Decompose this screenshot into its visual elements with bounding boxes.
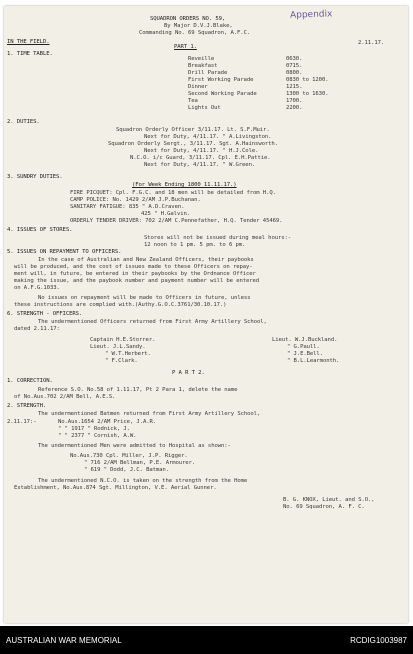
sundry-row: FIRE PICQUET: Cpl. F.G.C. and 18 men will be detailed from H.Q.: [70, 190, 276, 196]
repayment-para-line: making the issue, and the paybook number and payment number will be entered: [14, 278, 260, 284]
appendix-annotation: Appendix: [289, 9, 333, 21]
repayment-para-line: In the case of Australian and New Zealand Officers, their paybooks: [38, 257, 254, 263]
correction-line: Reference S.O. No.58 of 1.11.17, Pt 2 Para 1, delete the name: [38, 387, 238, 393]
duty-row: Next for Duty, 4/11.17. " W.Green.: [144, 162, 256, 168]
officer-left: " W.T.Herbert.: [105, 351, 151, 357]
officer-left: " F.Clark.: [105, 358, 138, 364]
sundry-row: CAMP POLICE: No. 1429 2/AM J.P.Buchanan.: [70, 197, 201, 203]
time-row-label: Breakfast: [188, 63, 218, 69]
hospital-row: " 716 2/AM Bellman, P.E. Armourer.: [84, 460, 196, 466]
duty-row: N.C.O. i/c Guard, 3/11.17. Cpl. E.H.Pattie.: [130, 155, 271, 161]
time-row-time: 1700.: [286, 98, 303, 104]
sundry-row: 425 " H.Galvin.: [141, 211, 191, 217]
orders-title: SQUADRON ORDERS NO. 59,: [150, 16, 226, 22]
officer-right: Lieut. W.J.Buckland.: [272, 337, 338, 343]
hospital-row: " 619 " Dodd, J.C. Batman.: [84, 467, 169, 473]
place-heading: IN THE FIELD.: [7, 39, 50, 45]
section-repayment-title: 5. ISSUES ON REPAYMENT TO OFFICERS.: [7, 249, 122, 255]
signature-line: B. G. KNOX, Lieut. and S.O.,: [283, 497, 375, 503]
stores-line: 12 noon to 1 pm. 5 pm. to 6 pm.: [144, 242, 246, 248]
signature-line: No. 69 Squadron, A. F. C.: [283, 504, 365, 510]
nco-line: Establishment, No.Aus.874 Sgt. Millington, V.E. Aerial Gunner.: [14, 485, 217, 491]
time-row-label: Drill Parade: [188, 70, 228, 76]
nco-line: The undermentioned N.C.O. is taken on the strength from the Home: [38, 478, 248, 484]
time-row-time: 0830 to 1200.: [286, 77, 329, 83]
orders-author: By Major D.V.J.Blake,: [164, 23, 233, 29]
time-row-time: 0800.: [286, 70, 303, 76]
duty-row: Squadron Orderly Sergt., 3/11.17. Sgt. A.Hainsworth.: [108, 141, 278, 147]
officer-right: " G.Paull.: [287, 344, 320, 350]
document-page: [4, 6, 408, 623]
time-row-time: 1300 to 1630.: [286, 91, 329, 97]
time-row-time: 1215.: [286, 84, 303, 90]
stores-line: Stores will not be issued during meal hours:-: [144, 235, 292, 241]
time-row-label: Lights Out: [188, 105, 221, 111]
officer-right: " B.L.Learmonth.: [287, 358, 340, 364]
archive-footer-bar: [0, 626, 413, 654]
duty-row: Next for Duty, 4/11.17. " A.Livingston.: [144, 134, 272, 140]
time-row-label: First Working Parade: [188, 77, 254, 83]
batman-row: No.Aus.1654 2/AM Price, J.A.R.: [58, 419, 157, 425]
repayment-para-line: these instructions are complied with.(Authy.G.O.C.3761/30.10.17.): [14, 302, 227, 308]
officer-left: Captain H.E.Storrer.: [90, 337, 156, 343]
hospital-row: No.Aus.730 Cpl. Miller, J.P. Rigger.: [70, 453, 188, 459]
time-row-label: Reveille: [188, 56, 215, 62]
section-duties-title: 2. DUTIES.: [7, 119, 40, 125]
officer-right: " J.E.Bell.: [287, 351, 323, 357]
archive-name: AUSTRALIAN WAR MEMORIAL: [6, 636, 122, 645]
officer-left: Lieut. J.L.Sandy.: [90, 344, 146, 350]
sundry-row: SANITARY FATIGUE: 835 " A.D.Craven.: [70, 204, 185, 210]
correction-line: of No.Aus.702 2/AM Bell, A.E.S.: [14, 394, 116, 400]
batman-row: " " 1917 " Rodnick, J.: [58, 426, 130, 432]
repayment-para-line: ment will, in future, be entered in their paybooks by the Ordnance Officer: [14, 271, 256, 277]
time-row-time: 0715.: [286, 63, 303, 69]
section-time-table-title: 1. TIME TABLE.: [7, 51, 53, 57]
time-row-time: 2200.: [286, 105, 303, 111]
repayment-para-line: will be produced, and the cost of issues made to these Officers on repay-: [14, 264, 253, 270]
time-row-label: Tea: [188, 98, 198, 104]
strength-intro-line: dated 2.11.17:: [14, 326, 60, 332]
time-row-label: Dinner: [188, 84, 208, 90]
section-strength-officers-title: 6. STRENGTH - OFFICERS.: [7, 311, 83, 317]
section-stores-title: 4. ISSUES OF STORES.: [7, 227, 73, 233]
batmen-intro: The undermentioned Batmen returned from First Army Artillery School,: [38, 411, 261, 417]
section-strength-title: 2. STRENGTH.: [7, 403, 47, 409]
orders-command: Commanding No. 69 Squadron, A.F.C.: [139, 30, 251, 36]
repayment-para-line: No issues on repayment will be made to Officers in future, unless: [38, 295, 251, 301]
sundry-row: ORDERLY TENDER DRIVER: 702 2/AM C.Pennefather, H.Q. Tender 45469.: [70, 218, 283, 224]
time-row-label: Second Working Parade: [188, 91, 257, 97]
orders-date: 2.11.17.: [358, 40, 385, 46]
batmen-date: 2.11.17:-: [7, 419, 37, 425]
duty-row: Next for Duty, 4/11.17. " H.J.Cole.: [144, 148, 259, 154]
time-row-time: 0630.: [286, 56, 303, 62]
sundry-week: (For Week Ending 1800 11.11.17.): [132, 182, 237, 188]
part1-heading: PART 1.: [174, 44, 197, 50]
section-sundry-title: 3. SUNDRY DUTIES.: [7, 174, 63, 180]
repayment-para-line: on A.F.G.1033.: [14, 285, 60, 291]
archive-reference: RCDIG1003987: [350, 636, 407, 645]
part2-heading: P A R T 2.: [172, 370, 205, 376]
strength-intro-line: The undermentioned Officers returned from First Army Artillery School,: [38, 319, 267, 325]
batman-row: " " 2377 " Cornish, A.W.: [58, 433, 137, 439]
section-correction-title: 1. CORRECTION.: [7, 378, 53, 384]
hospital-intro: The undermentioned Men were admitted to Hospital as shown:-: [38, 443, 231, 449]
duty-row: Squadron Orderly Officer 3/11.17. Lt. S.F.Muir.: [116, 127, 270, 133]
